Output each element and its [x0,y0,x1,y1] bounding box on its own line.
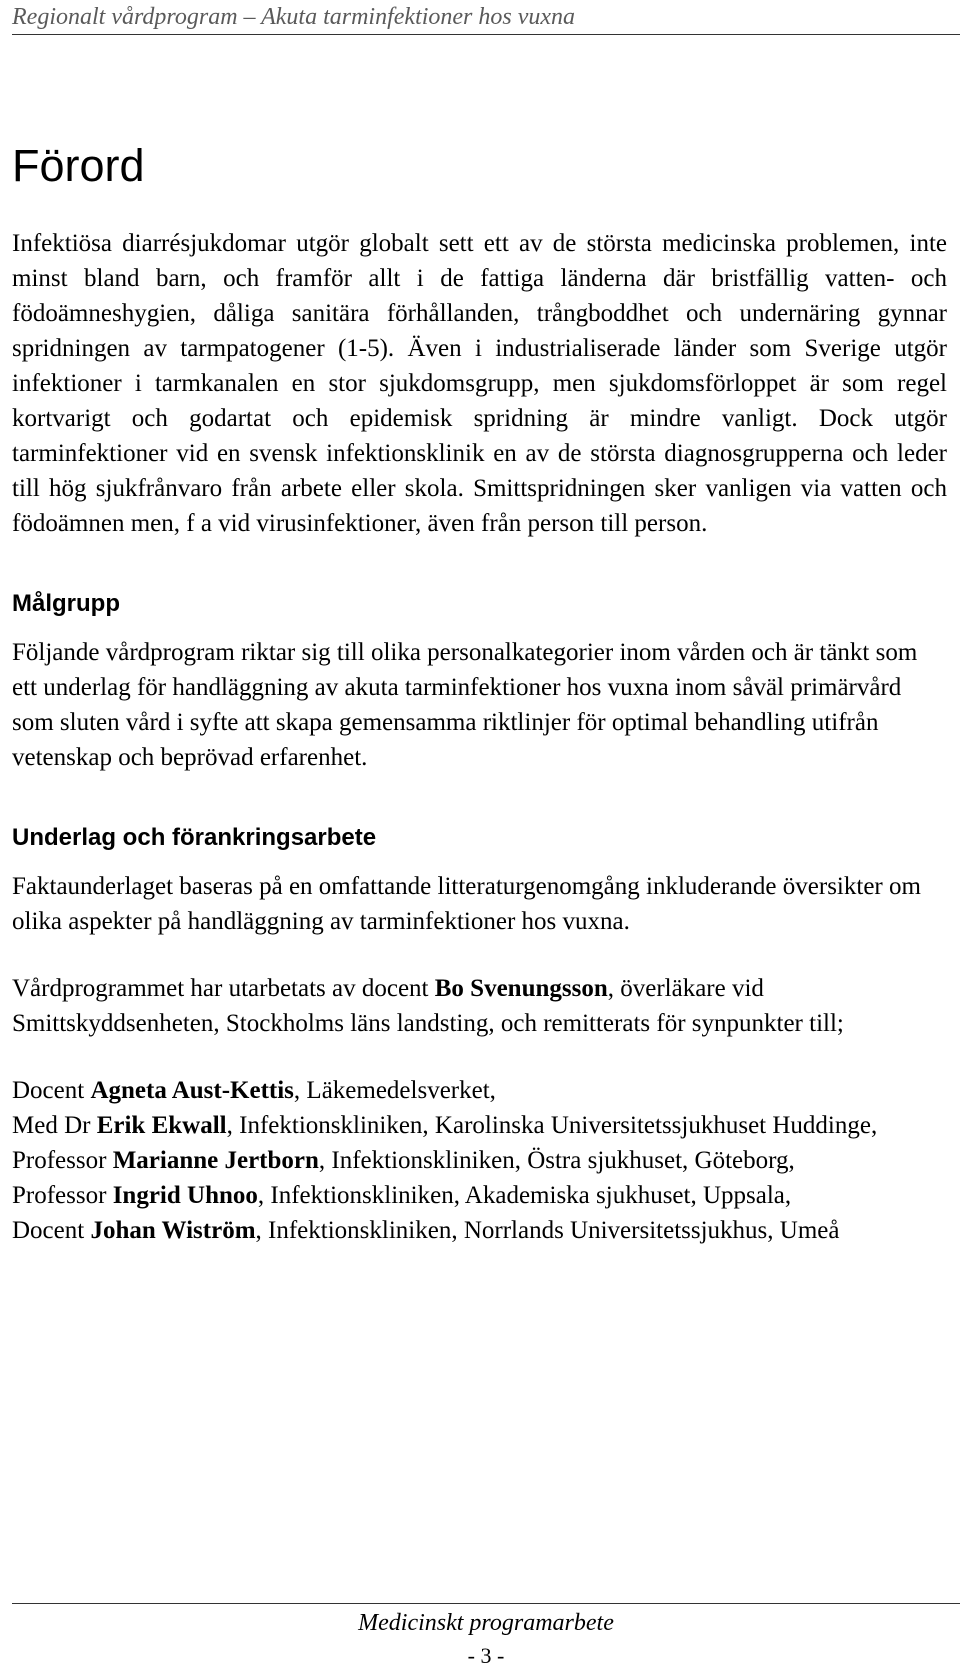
reviewer-item [12,1213,947,1248]
reviewer-name: Erik Ekwall [96,1112,227,1139]
reviewer-name: Johan Wiström [90,1217,256,1244]
reviewer-affiliation: , Infektionskliniken, Norrlands Universitetssjukhus, Umeå [255,1217,840,1244]
page-title: Förord [12,140,145,191]
header-title: Regionalt vårdprogram – Akuta tarminfektioner hos vuxna [12,4,576,30]
footer-title: Medicinskt programarbete [358,1610,614,1636]
reviewer-item [12,1143,947,1178]
reviewer-item [12,1178,947,1213]
reviewer-item [12,1108,947,1143]
author-paragraph [12,971,947,1041]
underlag-paragraph: Faktaunderlaget baseras på en omfattande litteraturgenomgång inkluderande översikter om olika aspekter på handläggning av tarminfektioner hos vuxna. [12,873,921,935]
reviewer-title: Professor [12,1147,113,1174]
reviewer-title: Docent [12,1077,91,1104]
reviewer-name: Agneta Aust-Kettis [90,1077,294,1104]
footer-rule [12,1603,960,1604]
reviewer-affiliation: , Infektionskliniken, Östra sjukhuset, Göteborg, [318,1147,795,1174]
reviewer-affiliation: , Infektionskliniken, Akademiska sjukhuset, Uppsala, [257,1182,792,1209]
section-heading-underlag: Underlag och förankringsarbete [12,824,377,851]
reviewer-item [12,1073,947,1108]
author-post: , överläkare vid Smittskyddsenheten, Stockholms läns landsting, och remitterats för synpunkter till; [12,975,844,1037]
reviewer-list [12,1073,947,1248]
reviewer-title: Med Dr [12,1112,97,1139]
author-pre: Vårdprogrammet har utarbetats av docent [12,975,435,1002]
page-header [12,0,960,32]
reviewer-affiliation: , Infektionskliniken, Karolinska Universitetssjukhuset Huddinge, [226,1112,878,1139]
author-name: Bo Svenungsson [434,975,608,1002]
reviewer-name: Ingrid Uhnoo [112,1182,258,1209]
page-number: - 3 - [467,1643,505,1668]
intro-paragraph: Infektiösa diarrésjukdomar utgör globalt sett ett av de största medicinska problemen, inte minst bland barn, och framför allt i de fattiga länderna där bristfällig vatten- och födoämneshygien, dåliga sanitära förhållanden, trångboddhet och undernäring gynnar spridningen av tarmpatogener (1-5). Även i industrialiserade länder som Sverige utgör infektioner i tarmkanalen en stor sjukdomsgrupp, men sjukdomsförloppet är som regel kortvarigt och godartat och epidemisk spridning är mindre vanligt. Dock utgör tarminfektioner vid en svensk infektionsklinik en av de största diagnosgrupperna och leder till hög sjukfrånvaro från arbete eller skola. Smittspridningen sker vanligen via vatten och födoämnen men, f a vid virusinfektioner, även från person till person. [12,230,947,537]
page-footer [12,1603,960,1670]
reviewer-affiliation: , Läkemedelsverket, [293,1077,496,1104]
malgrupp-paragraph: Följande vårdprogram riktar sig till olika personalkategorier inom vården och är tänkt som ett underlag för handläggning av akuta tarminfektioner hos vuxna inom såväl primärvård som sluten vård i syfte att skapa gemensamma riktlinjer för optimal behandling utifrån vetenskap och beprövad erfarenhet. [12,639,918,771]
section-heading-malgrupp: Målgrupp [12,590,120,617]
reviewer-title: Professor [12,1182,113,1209]
reviewer-name: Marianne Jertborn [112,1147,319,1174]
reviewer-title: Docent [12,1217,91,1244]
header-rule [12,34,960,35]
page-content [12,140,947,1248]
